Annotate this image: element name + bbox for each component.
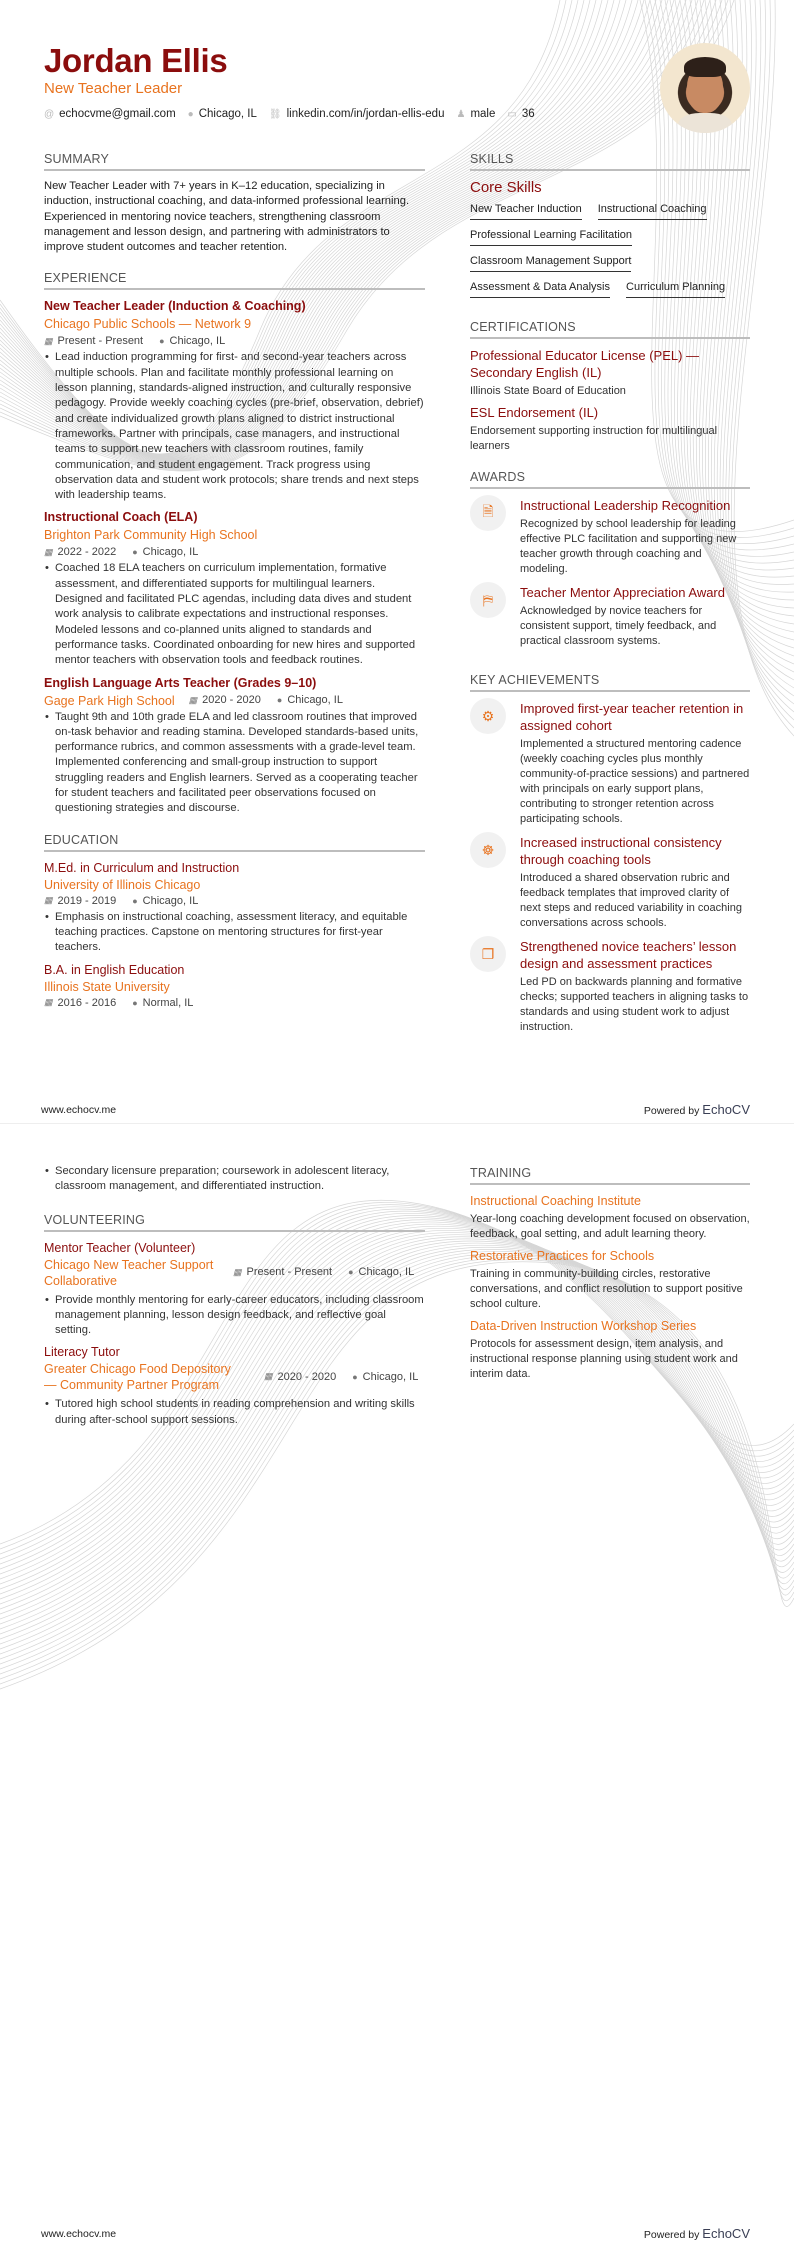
user-icon: ♟ <box>456 108 466 120</box>
brand-logo: EchoCV <box>702 2226 750 2241</box>
location-pin-icon: ● <box>132 547 138 558</box>
location-pin-icon: ● <box>276 695 283 706</box>
section-heading: EXPERIENCE <box>44 271 425 290</box>
certification-title: ESL Endorsement (IL) <box>470 405 599 420</box>
experience-section <box>44 271 425 816</box>
section-heading: VOLUNTEERING <box>44 1213 425 1232</box>
contact-linkedin[interactable] <box>269 108 445 120</box>
bullet-item: • Taught 9th and 10th grade ELA and led classroom routines that improved on-task behavior and reading stamina. Developed standards-based units, performance rubrics, and common assessments with a grade-level team. Implemented conferencing and small-group instruction to support struggling readers and English learners. Served as a cooperating teacher for student teachers and facilitated peer observations focused on questioning strategies and discourse. <box>44 710 425 817</box>
location-pin-icon: ● <box>159 336 165 347</box>
location: Normal, IL <box>142 996 194 1009</box>
avatar <box>660 43 750 133</box>
achievement-title: Increased instructional consistency through coaching tools <box>520 835 722 867</box>
dates: 2020 - 2020 <box>202 694 261 707</box>
degree: M.Ed. in Curriculum and Instruction <box>44 860 240 875</box>
file-search-icon: 🗎 <box>470 495 506 531</box>
location: Chicago, IL <box>142 546 199 559</box>
training-title: Restorative Practices for Schools <box>470 1249 655 1263</box>
education-section <box>44 833 425 1009</box>
degree: B.A. in English Education <box>44 962 185 977</box>
skill-tag: Assessment & Data Analysis <box>470 278 610 298</box>
resume-page-2 <box>0 1123 794 2246</box>
training-section <box>470 1166 750 1382</box>
left-column <box>44 1164 425 1444</box>
award-item <box>470 497 750 577</box>
bullet-item: • Tutored high school students in reading comprehension and writing skills during after-school support sessions. <box>44 1397 425 1428</box>
right-column <box>470 152 750 1051</box>
training-desc: Protocols for assessment design, item analysis, and instructional response planning using student work and interim data. <box>470 1338 738 1380</box>
calendar-icon: ▦ <box>264 1371 273 1382</box>
footer-site-link[interactable]: www.echocv.me <box>41 1104 117 1116</box>
left-column <box>44 152 425 1025</box>
section-heading: AWARDS <box>470 470 750 489</box>
footer-powered-by[interactable] <box>644 1102 750 1117</box>
experience-item <box>44 298 425 503</box>
certification-issuer: Illinois State Board of Education <box>470 385 626 397</box>
summary-section <box>44 152 425 255</box>
location: Chicago, IL <box>287 694 343 707</box>
achievement-desc: Led PD on backwards planning and formative checks; supported teachers in aligning tasks to standards and using student work to adjust instruction. <box>520 976 749 1033</box>
job-title: New Teacher Leader (Induction & Coaching) <box>44 299 306 314</box>
organization: Greater Chicago Food Depository — Community Partner Program <box>44 1362 231 1393</box>
dharma-wheel-icon: ☸ <box>470 832 506 868</box>
section-heading: CERTIFICATIONS <box>470 320 750 339</box>
calendar-icon: ▦ <box>188 694 198 705</box>
achievement-item <box>470 938 750 1035</box>
bullet-item: • Provide monthly mentoring for early-career educators, including classroom management planning, lesson design feedback, and reflective goal setting. <box>44 1293 425 1339</box>
age-text: 36 <box>521 108 535 120</box>
contact-bar <box>44 108 535 120</box>
skill-group-title: Core Skills <box>470 179 542 196</box>
calendar-icon: ▦ <box>44 335 53 346</box>
section-heading: TRAINING <box>470 1166 750 1185</box>
contact-gender <box>456 108 495 120</box>
volunteering-item <box>44 1240 425 1339</box>
award-item <box>470 584 750 649</box>
employer: Gage Park High School <box>44 693 175 708</box>
achievement-title: Improved first-year teacher retention in assigned cohort <box>520 701 744 733</box>
achievement-title: Strengthened novice teachers’ lesson design and assessment practices <box>520 939 737 971</box>
email-text: echocvme@gmail.com <box>59 108 176 120</box>
bullet-item: • Secondary licensure preparation; coursework in adolescent literacy, classroom management, and differentiated instruction. <box>44 1164 425 1195</box>
bullet-item: • Emphasis on instructional coaching, assessment literacy, and equitable teaching practices. Capstone on mentoring structures for first-year teachers. <box>44 910 425 956</box>
brand-logo: EchoCV <box>702 1102 750 1117</box>
certifications-section <box>470 320 750 454</box>
bullet-item: • Lead induction programming for first- and second-year teachers across multiple schools. Plan and facilitate monthly professional learning on lesson planning, standards-aligned instruction, and culturally responsive pedagogy. Provide weekly coaching cycles (pre-brief, observation, debrief) and create individualized growth plans aligned to district instructional frameworks. Partner with principals, case managers, and instructional teams to support new teachers with classroom routines, family communication, and student engagement. Track progress using observation data and student work protocols; share trends and next steps with leadership teams. <box>44 350 425 503</box>
certification-desc: Endorsement supporting instruction for multilingual learners <box>470 425 718 452</box>
section-heading: EDUCATION <box>44 833 425 852</box>
school: University of Illinois Chicago <box>44 877 201 892</box>
awards-section <box>470 470 750 649</box>
training-title: Data-Driven Instruction Workshop Series <box>470 1319 697 1333</box>
skills-section <box>470 152 750 304</box>
experience-item <box>44 509 425 668</box>
location: Chicago, IL <box>169 335 226 348</box>
section-heading: SUMMARY <box>44 152 425 171</box>
skill-tag: Classroom Management Support <box>470 252 631 272</box>
job-title: Instructional Coach (ELA) <box>44 510 198 525</box>
contact-location <box>188 108 257 120</box>
organization: Chicago New Teacher Support Collaborative <box>44 1257 214 1288</box>
location-pin-icon: ● <box>348 1267 354 1278</box>
skill-tags <box>470 200 750 304</box>
skill-tag: Professional Learning Facilitation <box>470 226 632 246</box>
location-pin-icon: ● <box>132 895 138 906</box>
footer-powered-by[interactable] <box>644 2226 750 2241</box>
dates: Present - Present <box>246 1266 333 1279</box>
skill-tag: Curriculum Planning <box>626 278 725 298</box>
contact-age <box>507 108 534 120</box>
footer-site-link[interactable]: www.echocv.me <box>41 2228 117 2240</box>
location: Chicago, IL <box>142 894 199 907</box>
education-item <box>44 962 425 1009</box>
award-desc: Recognized by school leadership for leading effective PLC facilitation and supporting new teacher growth through coaching and modeling. <box>520 518 737 575</box>
calendar-icon: ▭ <box>507 108 517 120</box>
section-heading: KEY ACHIEVEMENTS <box>470 673 750 692</box>
volunteering-section <box>44 1213 425 1428</box>
dates: 2020 - 2020 <box>277 1370 337 1383</box>
dates: 2016 - 2016 <box>57 996 117 1009</box>
bookmark-slash-icon: ⛿ <box>470 582 506 618</box>
link-icon: ⛓ <box>268 108 282 120</box>
location-pin-icon: ● <box>187 108 194 120</box>
right-column <box>470 1166 750 1398</box>
skill-tag: Instructional Coaching <box>598 200 707 220</box>
achievement-item <box>470 700 750 827</box>
calendar-icon: ▦ <box>44 895 53 906</box>
dates: Present - Present <box>57 335 144 348</box>
award-title: Instructional Leadership Recognition <box>520 498 731 513</box>
achievement-desc: Introduced a shared observation rubric and feedback templates that improved clarity of next steps and reduced variability in coaching conversations across schools. <box>520 872 742 929</box>
candidate-name: Jordan Ellis <box>44 42 228 79</box>
gear-icon: ⚙ <box>470 698 506 734</box>
location: Chicago, IL <box>362 1370 419 1383</box>
contact-email[interactable] <box>44 108 176 120</box>
employer: Brighton Park Community High School <box>44 528 258 543</box>
summary-text: New Teacher Leader with 7+ years in K–12 education, specializing in induction, instructional coaching, and data-informed professional learning. Experienced in mentoring novice teachers, strengthening classroom management and lesson design, and partnering with administrators to improve student outcomes and teacher retention. <box>44 180 410 254</box>
at-icon: @ <box>44 108 55 120</box>
powered-label: Powered by <box>643 1105 700 1117</box>
role-title: Literacy Tutor <box>44 1345 120 1360</box>
dates: 2022 - 2022 <box>57 546 117 559</box>
bullet-item: • Coached 18 ELA teachers on curriculum implementation, formative assessment, and differentiated supports for multilingual learners. Designed and facilitated PLC agendas, including data dives and student work analysis to calibrate expectations and instructional responses. Modeled lessons and co-planned units aligned to standards and performance tasks. Coordinated onboarding for new hires and supported mentor teachers with observation tools and feedback routines. <box>44 561 425 668</box>
section-heading: SKILLS <box>470 152 750 171</box>
role-title: Mentor Teacher (Volunteer) <box>44 1240 196 1255</box>
school: Illinois State University <box>44 979 170 994</box>
training-desc: Training in community-building circles, restorative conversations, and conflict resolution to support positive school culture. <box>470 1268 743 1310</box>
powered-label: Powered by <box>643 2229 700 2241</box>
education-item <box>44 860 425 956</box>
location: Chicago, IL <box>358 1266 415 1279</box>
candidate-title: New Teacher Leader <box>44 80 183 97</box>
training-desc: Year-long coaching development focused on observation, feedback, goal setting, and adult learning theory. <box>470 1213 750 1240</box>
experience-item <box>44 675 425 817</box>
achievement-desc: Implemented a structured mentoring cadence (weekly coaching cycles plus monthly community-of-practice sessions) and partnered with principals on early support plans, contributing to stronger retention across participating schools. <box>520 738 750 825</box>
location-text: Chicago, IL <box>198 108 257 120</box>
job-title: English Language Arts Teacher (Grades 9–10) <box>44 675 317 690</box>
linkedin-text: linkedin.com/in/jordan-ellis-edu <box>286 108 445 120</box>
training-title: Instructional Coaching Institute <box>470 1194 641 1208</box>
gender-text: male <box>470 108 496 120</box>
achievements-section <box>470 673 750 1035</box>
copy-icon: ❐ <box>470 936 506 972</box>
achievement-item <box>470 834 750 931</box>
award-title: Teacher Mentor Appreciation Award <box>520 585 725 600</box>
skill-tag: New Teacher Induction <box>470 200 582 220</box>
certification-title: Professional Educator License (PEL) — Secondary English (IL) <box>470 348 700 380</box>
award-desc: Acknowledged by novice teachers for consistent support, timely feedback, and practical classroom systems. <box>520 605 717 647</box>
volunteering-item <box>44 1344 425 1428</box>
calendar-icon: ▦ <box>44 546 53 557</box>
calendar-icon: ▦ <box>233 1266 242 1277</box>
employer: Chicago Public Schools — Network 9 <box>44 317 252 332</box>
location-pin-icon: ● <box>132 997 138 1008</box>
calendar-icon: ▦ <box>44 997 53 1007</box>
dates: 2019 - 2019 <box>57 894 117 907</box>
location-pin-icon: ● <box>352 1371 358 1382</box>
